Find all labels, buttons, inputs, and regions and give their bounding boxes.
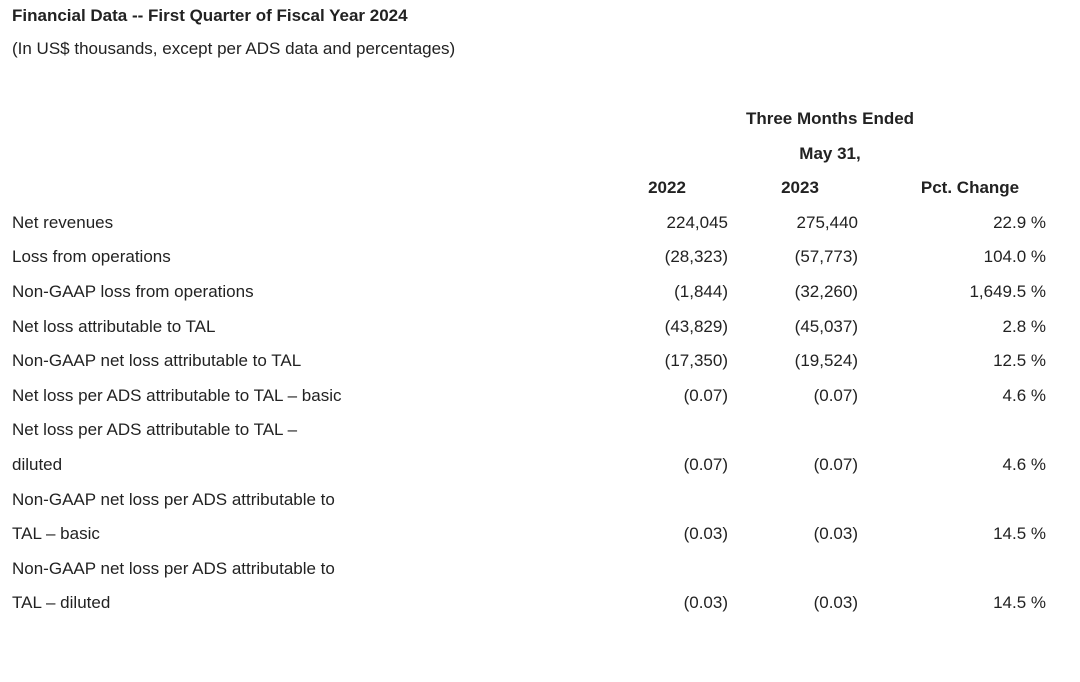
column-header-row (0, 171, 1060, 206)
value-2022: (17,350) (664, 351, 728, 371)
table-row-label-continued (0, 483, 1060, 518)
row-label: Loss from operations (12, 247, 171, 267)
value-pct-change: 1,649.5 % (969, 281, 1047, 301)
value-2023: (32,260) (794, 281, 858, 301)
value-pct-change: 4.6 % (1002, 454, 1047, 474)
value-2023: (0.03) (813, 593, 858, 613)
row-label-continuation: TAL – basic (12, 524, 100, 544)
column-header-2023: 2023 (781, 178, 819, 198)
table-row (0, 275, 1060, 310)
table-row (0, 448, 1060, 483)
value-2023: 275,440 (796, 212, 858, 232)
period-header: Three Months Ended (745, 109, 915, 128)
value-2022: (1,844) (674, 281, 728, 301)
value-2023: (0.03) (813, 524, 858, 544)
table-row (0, 206, 1060, 241)
value-2023: (19,524) (794, 351, 858, 371)
report-subtitle: (In US$ thousands, except per ADS data and percentages) (12, 39, 456, 58)
row-label: Non-GAAP net loss attributable to TAL (12, 351, 302, 371)
value-2022: (0.03) (683, 593, 728, 613)
table-row (0, 240, 1060, 275)
table-row (0, 310, 1060, 345)
table-row (0, 517, 1060, 552)
row-label: Net loss per ADS attributable to TAL – (12, 420, 298, 440)
column-header-pct-change: Pct. Change (920, 178, 1020, 198)
value-pct-change: 14.5 % (993, 524, 1047, 544)
row-label-continuation: diluted (12, 454, 63, 474)
table-row (0, 379, 1060, 414)
value-pct-change: 14.5 % (993, 593, 1047, 613)
value-2022: (0.07) (683, 454, 728, 474)
row-label: Non-GAAP net loss per ADS attributable to (12, 558, 335, 578)
period-header-row-1 (0, 102, 1060, 137)
value-pct-change: 104.0 % (983, 247, 1047, 267)
value-2023: (0.07) (813, 454, 858, 474)
row-label-continuation: TAL – diluted (12, 593, 111, 613)
row-label: Net revenues (12, 212, 114, 232)
table-row-label-continued (0, 413, 1060, 448)
period-header-row-2 (0, 137, 1060, 172)
row-label: Net loss attributable to TAL (12, 316, 216, 336)
table-row (0, 344, 1060, 379)
column-header-2022: 2022 (648, 178, 686, 198)
value-2022: (43,829) (664, 316, 728, 336)
row-label: Non-GAAP loss from operations (12, 281, 254, 301)
table-row (0, 586, 1060, 621)
value-2022: (0.03) (683, 524, 728, 544)
value-2022: 224,045 (666, 212, 728, 232)
report-title: Financial Data -- First Quarter of Fiscal Year 2024 (12, 6, 408, 25)
row-label: Non-GAAP net loss per ADS attributable to (12, 489, 335, 509)
value-2022: (0.07) (683, 385, 728, 405)
financial-data-table (0, 102, 1060, 621)
value-2022: (28,323) (664, 247, 728, 267)
value-pct-change: 2.8 % (1002, 316, 1047, 336)
table-row-label-continued (0, 552, 1060, 587)
value-pct-change: 4.6 % (1002, 385, 1047, 405)
value-pct-change: 22.9 % (993, 212, 1047, 232)
row-label: Net loss per ADS attributable to TAL – basic (12, 385, 342, 405)
value-2023: (0.07) (813, 385, 858, 405)
period-date-header: May 31, (799, 143, 861, 163)
value-2023: (57,773) (794, 247, 858, 267)
value-pct-change: 12.5 % (993, 351, 1047, 371)
value-2023: (45,037) (794, 316, 858, 336)
